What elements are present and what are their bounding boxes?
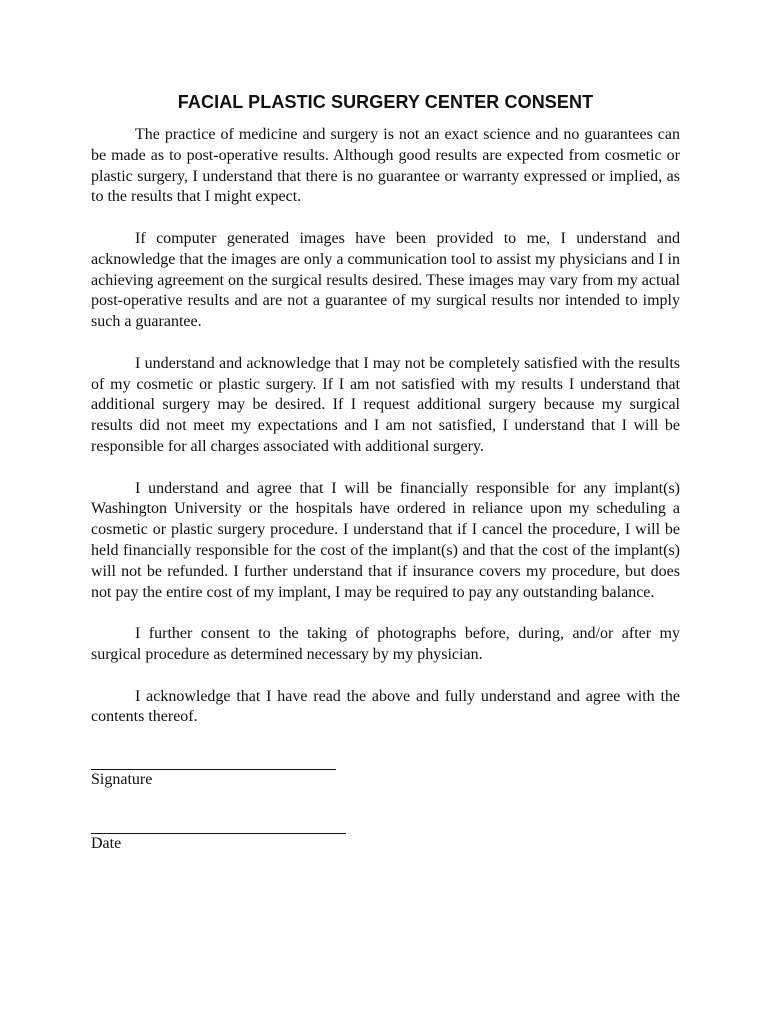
paragraph-no-guarantee: The practice of medicine and surgery is not an exact science and no guarantees can be made as to post-operative results. Although good results are expected from cosmetic or plastic surgery, I understand that there is no guarantee or warranty expressed or implied, as to the results that I might expect.: [91, 126, 680, 206]
paragraph-financial-responsibility: I understand and agree that I will be financially responsible for any implant(s) Washington University or the hospitals have ordered in reliance upon my scheduling a cosmetic or plastic surgery procedure. I understand that if I cancel the procedure, I will be held financially responsible for the cost of the implant(s) and that the cost of the implant(s) will not be refunded. I further understand that if insurance covers my procedure, but does not pay the entire cost of my implant, I may be required to pay any outstanding balance.: [91, 479, 680, 601]
paragraph-satisfaction: I understand and acknowledge that I may not be completely satisfied with the results of my cosmetic or plastic surgery. If I am not satisfied with my results I understand that additional surgery may be desired. If I request additional surgery because my surgical results did not meet my expectations and I am not satisfied, I understand that I will be responsible for all charges associated with additional surgery.: [91, 354, 680, 455]
document-title: FACIAL PLASTIC SURGERY CENTER CONSENT: [177, 92, 594, 112]
signature-label: Signature: [91, 770, 153, 788]
consent-document: [91, 92, 680, 877]
signature-line[interactable]: [91, 749, 336, 770]
paragraph-computer-images: If computer generated images have been provided to me, I understand and acknowledge that the images are only a communication tool to assist my physicians and I in achieving agreement on the surgical results desired. These images may vary from my actual post-operative results and are not a guarantee of my surgical results nor intended to imply such a guarantee.: [91, 229, 680, 331]
signature-block: [91, 749, 680, 855]
date-line[interactable]: [91, 813, 346, 834]
date-label: Date: [91, 834, 122, 852]
paragraph-acknowledgement: I acknowledge that I have read the above and fully understand and agree with the contents thereof.: [91, 687, 680, 726]
paragraph-photographs: I further consent to the taking of photographs before, during, and/or after my surgical procedure as determined necessary by my physician.: [91, 625, 680, 663]
